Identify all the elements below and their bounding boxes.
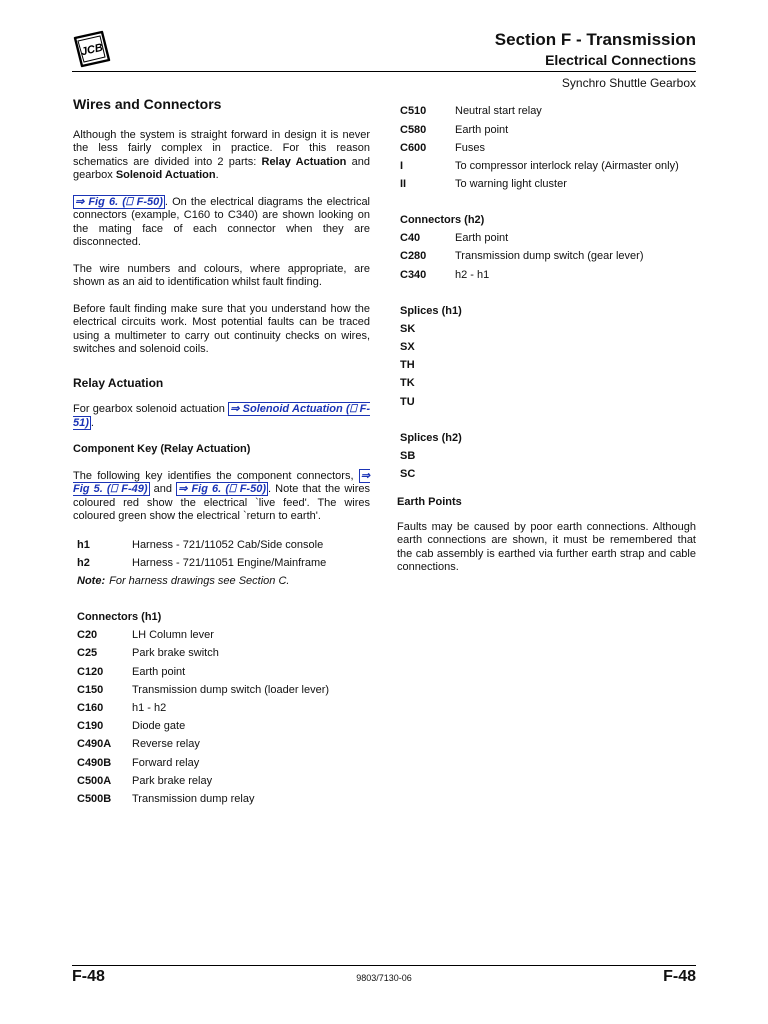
intro-bold-solenoid: Solenoid Actuation [115,169,216,181]
harness-desc: Harness - 721/11052 Cab/Side console [132,538,324,551]
page-title: Wires and Connectors [73,96,222,112]
connector-code: C510 [400,105,427,118]
connector-desc: h1 - h2 [132,701,167,714]
connectors-h1-heading: Connectors (h1) [77,611,162,624]
page-number-left: F-48 [72,968,105,985]
connector-desc: Earth point [455,123,509,136]
diagram-paragraph [73,196,370,250]
wire-numbers-paragraph: The wire numbers and colours, where appropriate, are shown as an aid to identification whilst fault finding. [73,262,370,288]
relay-text-end: . [90,416,94,429]
splice-code: TK [400,377,415,390]
connector-row [77,772,370,790]
key-text-post: . Note that the wires coloured red show the electrical `live feed'. The wires coloured green show the electrical `return to earth'. [73,483,371,522]
splice-code: TH [400,359,415,372]
connector-row [400,248,696,266]
note-label: Note: [77,575,106,588]
footer-rule [72,965,696,966]
note-text: For harness drawings see Section C. [109,575,290,588]
connector-code: C600 [400,141,427,154]
connector-row [400,266,696,284]
connector-code: C190 [77,720,104,733]
connector-desc: Earth point [132,665,186,678]
connector-code: C500B [77,792,112,805]
key-text: The following key identifies the component connectors, [73,469,359,482]
solenoid-actuation-link[interactable]: ⇒ Solenoid Actuation (⎕ F-51) [73,403,370,429]
connector-desc: Park brake relay [132,774,213,787]
harness-desc: Harness - 721/11051 Engine/Mainframe [132,557,327,570]
earth-points-paragraph: Faults may be caused by poor earth connections. Although earth connections are shown, it must be remembered that the cab assembly is earthed via further earth strap and cable connections. [397,520,696,574]
harness-row [77,555,370,573]
svg-text:JCB: JCB [79,41,105,59]
subsection-title: Electrical Connections [545,52,696,68]
connector-row [400,139,696,157]
earth-points-heading: Earth Points [397,496,462,509]
connector-code: C280 [400,250,427,263]
splice-row [400,393,696,411]
fig6-link[interactable]: ⇒ Fig 6. (⎕ F-50) [75,195,163,208]
splices-h1-heading: Splices (h1) [400,304,462,317]
connector-code: C20 [77,629,98,642]
right-column [397,103,696,588]
harness-row [77,537,370,555]
connector-row [400,176,696,194]
component-key-heading: Component Key (Relay Actuation) [73,443,251,455]
left-column [73,98,370,809]
connector-row [77,791,370,809]
splice-row [400,447,696,465]
connector-code: C500A [77,774,112,787]
connector-desc: To warning light cluster [455,178,567,191]
connector-row [77,700,370,718]
relay-paragraph [73,403,370,430]
connector-desc: Transmission dump relay [132,792,255,805]
harness-note [77,573,370,591]
key-text-and: and [149,483,177,495]
document-number: 9803/7130-06 [356,973,412,983]
connector-code: C120 [77,665,104,678]
splice-row [400,466,696,484]
diagram-text: . On the electrical diagrams the electrical connectors (example, C160 to C340) are shown looking on the mating face of each connector when they are disconnected. [73,195,371,248]
harness-code: h2 [77,557,90,570]
section-title: Section F - Transmission [494,30,696,49]
connector-desc: Transmission dump switch (gear lever) [455,250,644,263]
connector-desc: Forward relay [132,756,200,769]
connector-row [77,718,370,736]
splice-code: SK [400,322,416,335]
jcb-logo [72,30,112,68]
connector-code: C490B [77,756,112,769]
intro-bold-relay: Relay Actuation [261,155,347,168]
connector-desc: Fuses [455,141,485,154]
connector-desc: LH Column lever [132,629,214,642]
connector-desc: h2 - h1 [455,268,490,281]
connector-desc: Transmission dump switch (loader lever) [132,683,330,696]
harness-list [73,537,370,809]
splice-code: SX [400,341,415,354]
fig5-link[interactable]: ⇒ Fig 5. (⎕ F-49) [73,469,370,495]
fault-finding-paragraph: Before fault finding make sure that you understand how the electrical circuits work. Most potential faults can be traced using a multimeter to carry out continuity checks on wires, switches and solenoid coils. [73,302,370,355]
connector-row [77,736,370,754]
page-number-right: F-48 [663,968,696,985]
connector-desc: Earth point [455,232,509,245]
splices-h2-heading: Splices (h2) [400,431,462,444]
connector-code: II [400,178,407,191]
relay-actuation-heading: Relay Actuation [73,375,164,390]
splice-code: SB [400,449,416,462]
connector-code: C40 [400,232,421,245]
connector-code: C580 [400,123,427,136]
connector-row [77,645,370,663]
connector-row [77,663,370,681]
intro-text-end: . [215,169,219,181]
connector-desc: Reverse relay [132,738,200,751]
splice-row [400,357,696,375]
connector-row [77,754,370,772]
connector-desc: Park brake switch [132,647,219,660]
component-key-paragraph [73,470,370,524]
connector-code: C25 [77,647,98,660]
intro-paragraph [73,129,370,183]
connector-desc: Neutral start relay [455,105,542,118]
connector-row [77,627,370,645]
connector-row [400,158,696,176]
splice-code: TU [400,395,415,408]
intro-text-mid: and gearbox [73,155,370,181]
connector-code: C150 [77,683,104,696]
harness-code: h1 [77,538,90,551]
connectors-h2-heading: Connectors (h2) [400,214,485,227]
connector-desc: To compressor interlock relay (Airmaster only) [455,159,679,172]
splice-row [400,339,696,357]
connector-desc: Diode gate [132,720,186,733]
fig6-link-2[interactable]: ⇒ Fig 6. (⎕ F-50) [178,483,266,495]
connector-row [77,681,370,699]
connector-row [400,121,696,139]
splice-row [400,375,696,393]
splice-code: SC [400,467,416,480]
relay-text: For gearbox solenoid actuation [73,403,229,415]
connector-code: I [400,159,404,172]
header-rule [72,71,696,72]
intro-text: Although the system is straight forward in design it is never the less fairly complex in practice. For this reason schematics are divided into 2 parts: [73,128,370,168]
splice-row [400,321,696,339]
connector-row [400,230,696,248]
connector-code: C340 [400,268,427,281]
connector-code: C160 [77,701,104,714]
model-label: Synchro Shuttle Gearbox [561,76,696,90]
connector-code: C490A [77,738,112,751]
connector-row [400,103,696,121]
